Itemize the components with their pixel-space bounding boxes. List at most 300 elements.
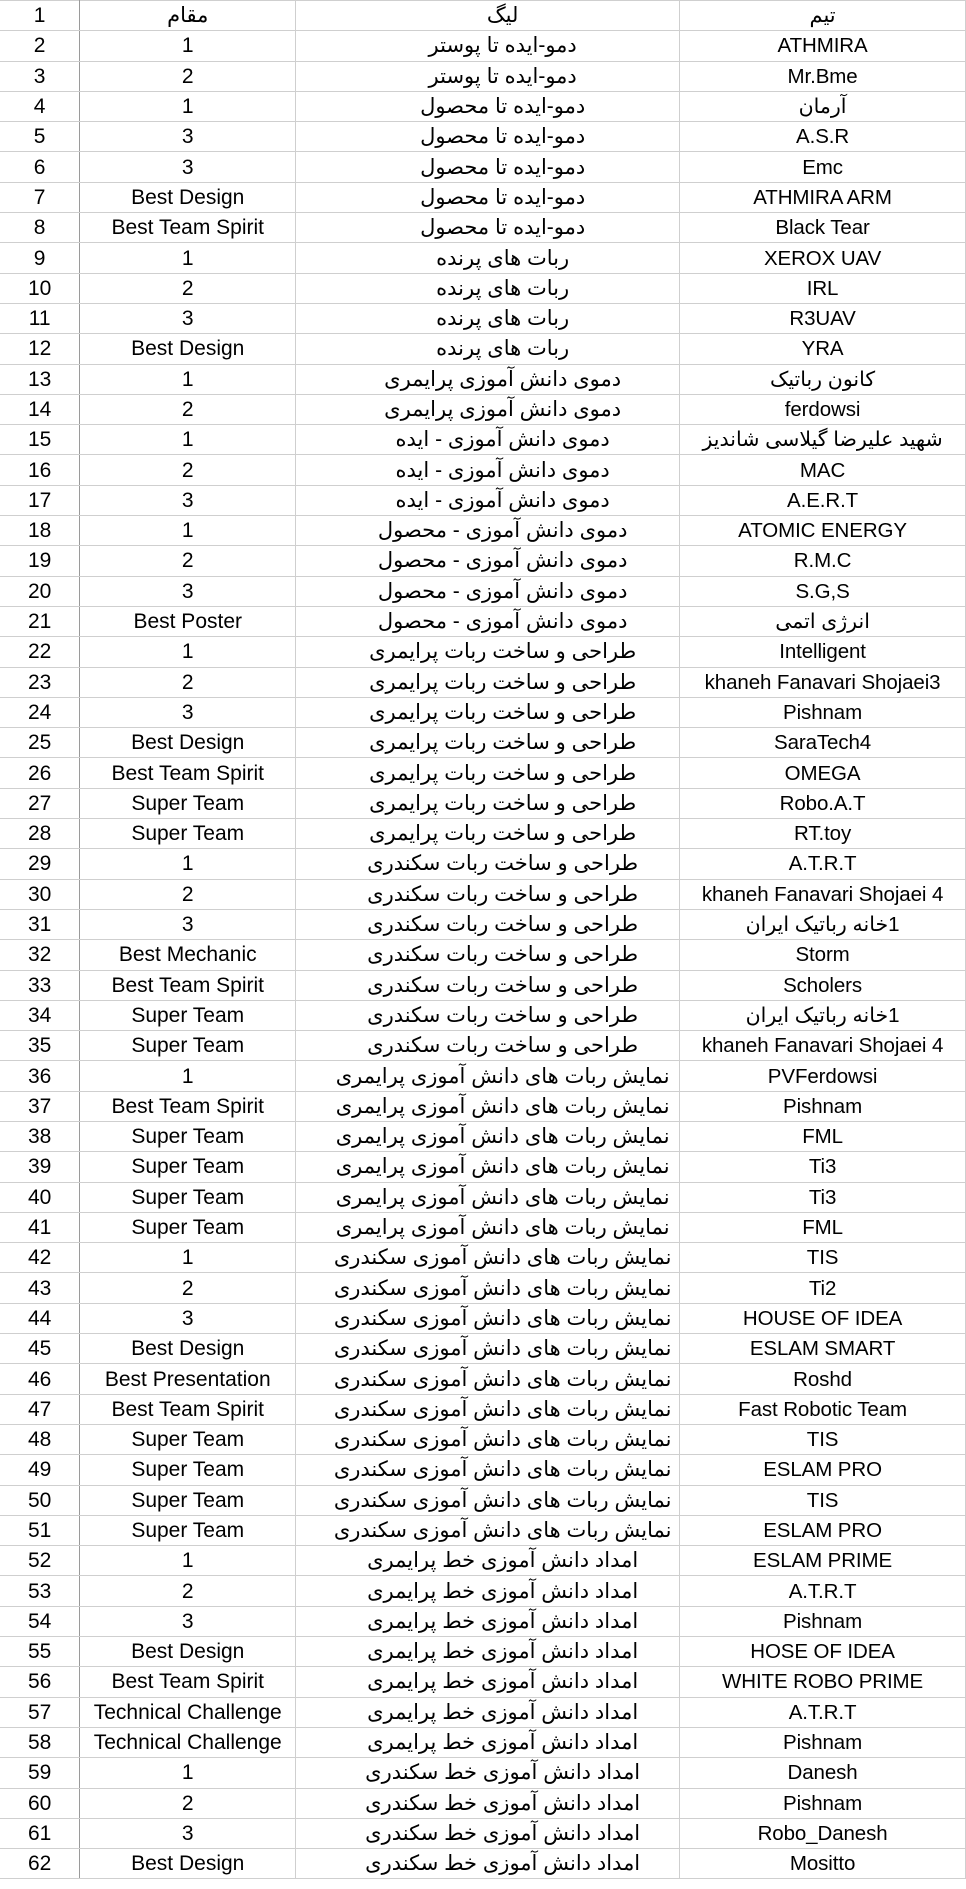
rank-cell[interactable]: Super Team	[80, 1121, 296, 1151]
table-row	[0, 849, 966, 879]
league-cell[interactable]: طراحی و ساخت ربات سکندری	[296, 940, 680, 970]
table-row	[0, 1243, 966, 1273]
team-cell[interactable]: Ti3	[680, 1152, 966, 1182]
row-number-cell[interactable]: 34	[0, 1000, 80, 1030]
row-number-cell[interactable]: 10	[0, 273, 80, 303]
table-row	[0, 1334, 966, 1364]
rank-cell[interactable]: Super Team	[80, 1000, 296, 1030]
team-cell[interactable]: شهید علیرضا گیلاسی شاندیز	[680, 425, 966, 455]
row-number-cell[interactable]: 2	[0, 31, 80, 61]
table-row	[0, 1697, 966, 1727]
rank-cell[interactable]: 3	[80, 122, 296, 152]
rank-cell[interactable]: 1	[80, 425, 296, 455]
league-cell[interactable]: امداد دانش آموزی خط پرایمری	[296, 1697, 680, 1727]
league-header-cell[interactable]: لیگ	[296, 1, 680, 31]
team-cell[interactable]: khaneh Fanavari Shojaei 4	[680, 879, 966, 909]
row-number-cell[interactable]: 60	[0, 1788, 80, 1818]
team-cell[interactable]: ferdowsi	[680, 394, 966, 424]
row-number-cell[interactable]: 32	[0, 940, 80, 970]
rank-cell[interactable]: Super Team	[80, 788, 296, 818]
row-number-cell[interactable]: 33	[0, 970, 80, 1000]
rank-cell[interactable]: Best Team Spirit	[80, 758, 296, 788]
league-cell[interactable]: نمایش ربات های دانش آموزی سکندری	[296, 1243, 680, 1273]
table-row	[0, 1546, 966, 1576]
league-cell[interactable]: امداد دانش آموزی خط پرایمری	[296, 1576, 680, 1606]
team-cell[interactable]: 1خانه رباتیک ایران	[680, 909, 966, 939]
rank-cell[interactable]: Best Design	[80, 1637, 296, 1667]
table-row	[0, 606, 966, 636]
row-number-cell[interactable]: 59	[0, 1758, 80, 1788]
table-row	[0, 1515, 966, 1545]
team-cell[interactable]: A.S.R	[680, 122, 966, 152]
row-number-cell[interactable]: 16	[0, 455, 80, 485]
table-row	[0, 1849, 966, 1879]
league-cell[interactable]: نمایش ربات های دانش آموزی سکندری	[296, 1273, 680, 1303]
league-cell[interactable]: دمو-ایده تا محصول	[296, 182, 680, 212]
league-cell[interactable]: طراحی و ساخت ربات پرایمری	[296, 728, 680, 758]
table-row	[0, 1364, 966, 1394]
rank-cell[interactable]: 1	[80, 1061, 296, 1091]
league-cell[interactable]: طراحی و ساخت ربات پرایمری	[296, 667, 680, 697]
table-row	[0, 819, 966, 849]
league-cell[interactable]: امداد دانش آموزی خط سکندری	[296, 1788, 680, 1818]
row-number-cell[interactable]: 48	[0, 1424, 80, 1454]
team-cell[interactable]: PVFerdowsi	[680, 1061, 966, 1091]
team-cell[interactable]: R3UAV	[680, 303, 966, 333]
row-number-cell[interactable]: 58	[0, 1727, 80, 1757]
row-number-cell[interactable]: 35	[0, 1031, 80, 1061]
row-number-cell[interactable]: 8	[0, 213, 80, 243]
row-number-cell[interactable]: 21	[0, 606, 80, 636]
table-row	[0, 1394, 966, 1424]
table-row	[0, 940, 966, 970]
rank-cell[interactable]: 3	[80, 152, 296, 182]
rank-cell[interactable]: Best Team Spirit	[80, 970, 296, 1000]
team-cell[interactable]: انرژی اتمی	[680, 606, 966, 636]
rank-cell[interactable]: Best Team Spirit	[80, 1667, 296, 1697]
league-cell[interactable]: نمایش ربات های دانش آموزی سکندری	[296, 1303, 680, 1333]
table-row	[0, 273, 966, 303]
table-row	[0, 1061, 966, 1091]
league-cell[interactable]: دموی دانش آموزی - محصول	[296, 606, 680, 636]
rank-cell[interactable]: 2	[80, 273, 296, 303]
league-cell[interactable]: نمایش ربات های دانش آموزی پرایمری	[296, 1212, 680, 1242]
row-number-cell[interactable]: 18	[0, 516, 80, 546]
rank-cell[interactable]: Super Team	[80, 1424, 296, 1454]
table-row	[0, 1637, 966, 1667]
table-row	[0, 31, 966, 61]
rank-cell[interactable]: Best Design	[80, 1849, 296, 1879]
row-number-cell[interactable]: 62	[0, 1849, 80, 1879]
rank-cell[interactable]: Best Design	[80, 334, 296, 364]
row-number-cell[interactable]: 14	[0, 394, 80, 424]
row-number-cell[interactable]: 11	[0, 303, 80, 333]
row-number-cell[interactable]: 36	[0, 1061, 80, 1091]
league-cell[interactable]: دمو-ایده تا محصول	[296, 152, 680, 182]
row-number-cell[interactable]: 4	[0, 91, 80, 121]
team-cell[interactable]: Danesh	[680, 1758, 966, 1788]
rank-cell[interactable]: 1	[80, 516, 296, 546]
team-cell[interactable]: Fast Robotic Team	[680, 1394, 966, 1424]
team-cell[interactable]: Pishnam	[680, 1606, 966, 1636]
league-cell[interactable]: نمایش ربات های دانش آموزی پرایمری	[296, 1091, 680, 1121]
team-cell[interactable]: ESLAM PRIME	[680, 1546, 966, 1576]
team-cell[interactable]: YRA	[680, 334, 966, 364]
table-row	[0, 61, 966, 91]
league-cell[interactable]: طراحی و ساخت ربات سکندری	[296, 879, 680, 909]
table-row	[0, 697, 966, 727]
row-number-cell[interactable]: 50	[0, 1485, 80, 1515]
rank-cell[interactable]: Super Team	[80, 819, 296, 849]
row-number-cell[interactable]: 30	[0, 879, 80, 909]
league-cell[interactable]: نمایش ربات های دانش آموزی سکندری	[296, 1364, 680, 1394]
team-cell[interactable]: ATOMIC ENERGY	[680, 516, 966, 546]
team-cell[interactable]: 1خانه رباتیک ایران	[680, 1000, 966, 1030]
row-number-cell[interactable]: 7	[0, 182, 80, 212]
rank-header-cell[interactable]: مقام	[80, 1, 296, 31]
league-cell[interactable]: امداد دانش آموزی خط سکندری	[296, 1818, 680, 1848]
table-row	[0, 1667, 966, 1697]
league-cell[interactable]: طراحی و ساخت ربات پرایمری	[296, 819, 680, 849]
team-cell[interactable]: Roshd	[680, 1364, 966, 1394]
row-number-cell[interactable]: 3	[0, 61, 80, 91]
league-cell[interactable]: نمایش ربات های دانش آموزی سکندری	[296, 1334, 680, 1364]
league-cell[interactable]: دموی دانش آموزی - ایده	[296, 485, 680, 515]
row-number-cell[interactable]: 39	[0, 1152, 80, 1182]
rank-cell[interactable]: Super Team	[80, 1455, 296, 1485]
rank-cell[interactable]: 1	[80, 1243, 296, 1273]
team-cell[interactable]: ESLAM SMART	[680, 1334, 966, 1364]
row-number-cell[interactable]: 6	[0, 152, 80, 182]
league-cell[interactable]: طراحی و ساخت ربات پرایمری	[296, 637, 680, 667]
team-cell[interactable]: Pishnam	[680, 1091, 966, 1121]
team-cell[interactable]: A.T.R.T	[680, 1697, 966, 1727]
row-number-cell[interactable]: 1	[0, 1, 80, 31]
league-cell[interactable]: ربات های پرنده	[296, 273, 680, 303]
rank-cell[interactable]: 2	[80, 61, 296, 91]
rank-cell[interactable]: Super Team	[80, 1485, 296, 1515]
row-number-cell[interactable]: 51	[0, 1515, 80, 1545]
rank-cell[interactable]: 2	[80, 1788, 296, 1818]
league-cell[interactable]: امداد دانش آموزی خط پرایمری	[296, 1727, 680, 1757]
league-cell[interactable]: دمو-ایده تا محصول	[296, 213, 680, 243]
league-cell[interactable]: امداد دانش آموزی خط پرایمری	[296, 1606, 680, 1636]
row-number-cell[interactable]: 17	[0, 485, 80, 515]
league-cell[interactable]: امداد دانش آموزی خط سکندری	[296, 1758, 680, 1788]
team-cell[interactable]: A.E.R.T	[680, 485, 966, 515]
table-row	[0, 213, 966, 243]
table-row	[0, 1576, 966, 1606]
rank-cell[interactable]: 2	[80, 667, 296, 697]
league-cell[interactable]: نمایش ربات های دانش آموزی پرایمری	[296, 1061, 680, 1091]
rank-cell[interactable]: Super Team	[80, 1182, 296, 1212]
team-cell[interactable]: khaneh Fanavari Shojaei3	[680, 667, 966, 697]
table-row	[0, 152, 966, 182]
rank-cell[interactable]: 3	[80, 1303, 296, 1333]
row-number-cell[interactable]: 37	[0, 1091, 80, 1121]
table-row	[0, 455, 966, 485]
table-row	[0, 364, 966, 394]
league-cell[interactable]: امداد دانش آموزی خط پرایمری	[296, 1667, 680, 1697]
team-cell[interactable]: RT.toy	[680, 819, 966, 849]
team-cell[interactable]: آرمان	[680, 91, 966, 121]
league-cell[interactable]: نمایش ربات های دانش آموزی سکندری	[296, 1455, 680, 1485]
table-row	[0, 243, 966, 273]
rank-cell[interactable]: 1	[80, 849, 296, 879]
table-row	[0, 667, 966, 697]
rank-cell[interactable]: 3	[80, 485, 296, 515]
team-cell[interactable]: Intelligent	[680, 637, 966, 667]
team-cell[interactable]: Mositto	[680, 1849, 966, 1879]
row-number-cell[interactable]: 54	[0, 1606, 80, 1636]
rank-cell[interactable]: Best Presentation	[80, 1364, 296, 1394]
rank-cell[interactable]: 3	[80, 1606, 296, 1636]
team-cell[interactable]: Robo.A.T	[680, 788, 966, 818]
team-cell[interactable]: TIS	[680, 1243, 966, 1273]
row-number-cell[interactable]: 53	[0, 1576, 80, 1606]
table-row	[0, 1091, 966, 1121]
league-cell[interactable]: ربات های پرنده	[296, 243, 680, 273]
rank-cell[interactable]: Best Team Spirit	[80, 213, 296, 243]
rank-cell[interactable]: Best Team Spirit	[80, 1394, 296, 1424]
team-cell[interactable]: Storm	[680, 940, 966, 970]
rank-cell[interactable]: 1	[80, 1758, 296, 1788]
rank-cell[interactable]: Best Poster	[80, 606, 296, 636]
team-cell[interactable]: R.M.C	[680, 546, 966, 576]
league-cell[interactable]: طراحی و ساخت ربات سکندری	[296, 1031, 680, 1061]
row-number-cell[interactable]: 44	[0, 1303, 80, 1333]
row-number-cell[interactable]: 57	[0, 1697, 80, 1727]
team-cell[interactable]: Ti3	[680, 1182, 966, 1212]
rank-cell[interactable]: 3	[80, 697, 296, 727]
league-cell[interactable]: دمو-ایده تا محصول	[296, 91, 680, 121]
rank-cell[interactable]: 2	[80, 879, 296, 909]
rank-cell[interactable]: Super Team	[80, 1031, 296, 1061]
team-cell[interactable]: ATHMIRA ARM	[680, 182, 966, 212]
league-cell[interactable]: دموی دانش آموزی پرایمری	[296, 394, 680, 424]
row-number-cell[interactable]: 55	[0, 1637, 80, 1667]
team-cell[interactable]: TIS	[680, 1424, 966, 1454]
league-cell[interactable]: نمایش ربات های دانش آموزی پرایمری	[296, 1121, 680, 1151]
rank-cell[interactable]: Super Team	[80, 1515, 296, 1545]
team-cell[interactable]: Robo_Danesh	[680, 1818, 966, 1848]
team-cell[interactable]: Scholers	[680, 970, 966, 1000]
team-cell[interactable]: FML	[680, 1121, 966, 1151]
league-cell[interactable]: نمایش ربات های دانش آموزی سکندری	[296, 1424, 680, 1454]
rank-cell[interactable]: 2	[80, 1273, 296, 1303]
table-row	[0, 1818, 966, 1848]
rank-cell[interactable]: 3	[80, 1818, 296, 1848]
league-cell[interactable]: ربات های پرنده	[296, 303, 680, 333]
team-cell[interactable]: HOSE OF IDEA	[680, 1637, 966, 1667]
row-number-cell[interactable]: 49	[0, 1455, 80, 1485]
rank-cell[interactable]: Best Mechanic	[80, 940, 296, 970]
table-row	[0, 970, 966, 1000]
team-cell[interactable]: ESLAM PRO	[680, 1515, 966, 1545]
team-cell[interactable]: HOUSE OF IDEA	[680, 1303, 966, 1333]
row-number-cell[interactable]: 43	[0, 1273, 80, 1303]
league-cell[interactable]: طراحی و ساخت ربات سکندری	[296, 1000, 680, 1030]
row-number-cell[interactable]: 38	[0, 1121, 80, 1151]
row-number-cell[interactable]: 15	[0, 425, 80, 455]
row-number-cell[interactable]: 23	[0, 667, 80, 697]
table-row	[0, 1485, 966, 1515]
league-cell[interactable]: نمایش ربات های دانش آموزی سکندری	[296, 1515, 680, 1545]
league-cell[interactable]: طراحی و ساخت ربات پرایمری	[296, 697, 680, 727]
team-cell[interactable]: Pishnam	[680, 1788, 966, 1818]
rank-cell[interactable]: Technical Challenge	[80, 1697, 296, 1727]
row-number-cell[interactable]: 26	[0, 758, 80, 788]
league-cell[interactable]: دموی دانش آموزی - ایده	[296, 425, 680, 455]
rank-cell[interactable]: 1	[80, 91, 296, 121]
row-number-cell[interactable]: 42	[0, 1243, 80, 1273]
team-cell[interactable]: A.T.R.T	[680, 1576, 966, 1606]
league-cell[interactable]: دمو-ایده تا پوستر	[296, 31, 680, 61]
rank-cell[interactable]: Super Team	[80, 1152, 296, 1182]
league-cell[interactable]: دمو-ایده تا محصول	[296, 122, 680, 152]
row-number-cell[interactable]: 31	[0, 909, 80, 939]
table-row	[0, 1031, 966, 1061]
league-cell[interactable]: دموی دانش آموزی پرایمری	[296, 364, 680, 394]
row-number-cell[interactable]: 56	[0, 1667, 80, 1697]
header-row	[0, 1, 966, 31]
rank-cell[interactable]: Super Team	[80, 1212, 296, 1242]
rank-cell[interactable]: 2	[80, 394, 296, 424]
row-number-cell[interactable]: 52	[0, 1546, 80, 1576]
table-row	[0, 909, 966, 939]
row-number-cell[interactable]: 12	[0, 334, 80, 364]
team-cell[interactable]: khaneh Fanavari Shojaei 4	[680, 1031, 966, 1061]
table-row	[0, 788, 966, 818]
league-cell[interactable]: ربات های پرنده	[296, 334, 680, 364]
team-cell[interactable]: Black Tear	[680, 213, 966, 243]
team-cell[interactable]: FML	[680, 1212, 966, 1242]
team-cell[interactable]: Pishnam	[680, 697, 966, 727]
team-header-cell[interactable]: تیم	[680, 1, 966, 31]
rank-cell[interactable]: 2	[80, 1576, 296, 1606]
row-number-cell[interactable]: 61	[0, 1818, 80, 1848]
table-row	[0, 334, 966, 364]
league-cell[interactable]: طراحی و ساخت ربات پرایمری	[296, 758, 680, 788]
league-cell[interactable]: نمایش ربات های دانش آموزی سکندری	[296, 1394, 680, 1424]
team-cell[interactable]: MAC	[680, 455, 966, 485]
table-row	[0, 879, 966, 909]
row-number-cell[interactable]: 25	[0, 728, 80, 758]
team-cell[interactable]: SaraTech4	[680, 728, 966, 758]
table-row	[0, 1000, 966, 1030]
team-cell[interactable]: کانون رباتیک	[680, 364, 966, 394]
table-row	[0, 516, 966, 546]
rank-cell[interactable]: 1	[80, 31, 296, 61]
team-cell[interactable]: Pishnam	[680, 1727, 966, 1757]
row-number-cell[interactable]: 5	[0, 122, 80, 152]
table-row	[0, 91, 966, 121]
row-number-cell[interactable]: 27	[0, 788, 80, 818]
team-cell[interactable]: Ti2	[680, 1273, 966, 1303]
row-number-cell[interactable]: 13	[0, 364, 80, 394]
table-row	[0, 1212, 966, 1242]
team-cell[interactable]: S.G,S	[680, 576, 966, 606]
league-cell[interactable]: نمایش ربات های دانش آموزی پرایمری	[296, 1152, 680, 1182]
row-number-cell[interactable]: 22	[0, 637, 80, 667]
rank-cell[interactable]: 1	[80, 364, 296, 394]
league-cell[interactable]: امداد دانش آموزی خط پرایمری	[296, 1637, 680, 1667]
rank-cell[interactable]: 2	[80, 455, 296, 485]
table-row	[0, 485, 966, 515]
league-cell[interactable]: نمایش ربات های دانش آموزی پرایمری	[296, 1182, 680, 1212]
league-cell[interactable]: طراحی و ساخت ربات سکندری	[296, 970, 680, 1000]
table-row	[0, 1727, 966, 1757]
rank-cell[interactable]: 3	[80, 576, 296, 606]
rank-cell[interactable]: 3	[80, 303, 296, 333]
rank-cell[interactable]: 2	[80, 546, 296, 576]
table-row	[0, 728, 966, 758]
league-cell[interactable]: دمو-ایده تا پوستر	[296, 61, 680, 91]
rank-cell[interactable]: 1	[80, 637, 296, 667]
row-number-cell[interactable]: 45	[0, 1334, 80, 1364]
table-row	[0, 546, 966, 576]
rank-cell[interactable]: Best Design	[80, 182, 296, 212]
team-cell[interactable]: Mr.Bme	[680, 61, 966, 91]
table-row	[0, 1273, 966, 1303]
team-cell[interactable]: TIS	[680, 1485, 966, 1515]
rank-cell[interactable]: 1	[80, 1546, 296, 1576]
table-row	[0, 1303, 966, 1333]
row-number-cell[interactable]: 40	[0, 1182, 80, 1212]
row-number-cell[interactable]: 9	[0, 243, 80, 273]
rank-cell[interactable]: Technical Challenge	[80, 1727, 296, 1757]
league-cell[interactable]: دموی دانش آموزی - ایده	[296, 455, 680, 485]
team-cell[interactable]: Emc	[680, 152, 966, 182]
row-number-cell[interactable]: 29	[0, 849, 80, 879]
table-row	[0, 637, 966, 667]
table-row	[0, 303, 966, 333]
rank-cell[interactable]: Best Design	[80, 728, 296, 758]
team-cell[interactable]: IRL	[680, 273, 966, 303]
table-row	[0, 394, 966, 424]
rank-cell[interactable]: 3	[80, 909, 296, 939]
row-number-cell[interactable]: 19	[0, 546, 80, 576]
row-number-cell[interactable]: 20	[0, 576, 80, 606]
row-number-cell[interactable]: 41	[0, 1212, 80, 1242]
table-row	[0, 758, 966, 788]
row-number-cell[interactable]: 24	[0, 697, 80, 727]
row-number-cell[interactable]: 28	[0, 819, 80, 849]
team-cell[interactable]: OMEGA	[680, 758, 966, 788]
table-row	[0, 1152, 966, 1182]
league-cell[interactable]: امداد دانش آموزی خط پرایمری	[296, 1546, 680, 1576]
league-cell[interactable]: دموی دانش آموزی - محصول	[296, 576, 680, 606]
team-cell[interactable]: XEROX UAV	[680, 243, 966, 273]
row-number-cell[interactable]: 47	[0, 1394, 80, 1424]
league-cell[interactable]: دموی دانش آموزی - محصول	[296, 516, 680, 546]
row-number-cell[interactable]: 46	[0, 1364, 80, 1394]
team-cell[interactable]: A.T.R.T	[680, 849, 966, 879]
league-cell[interactable]: نمایش ربات های دانش آموزی سکندری	[296, 1485, 680, 1515]
team-cell[interactable]: ESLAM PRO	[680, 1455, 966, 1485]
rank-cell[interactable]: 1	[80, 243, 296, 273]
league-cell[interactable]: طراحی و ساخت ربات سکندری	[296, 909, 680, 939]
rank-cell[interactable]: Best Design	[80, 1334, 296, 1364]
league-cell[interactable]: دموی دانش آموزی - محصول	[296, 546, 680, 576]
table-row	[0, 425, 966, 455]
team-cell[interactable]: WHITE ROBO PRIME	[680, 1667, 966, 1697]
league-cell[interactable]: طراحی و ساخت ربات سکندری	[296, 849, 680, 879]
team-cell[interactable]: ATHMIRA	[680, 31, 966, 61]
rank-cell[interactable]: Best Team Spirit	[80, 1091, 296, 1121]
league-cell[interactable]: امداد دانش آموزی خط سکندری	[296, 1849, 680, 1879]
league-cell[interactable]: طراحی و ساخت ربات پرایمری	[296, 788, 680, 818]
